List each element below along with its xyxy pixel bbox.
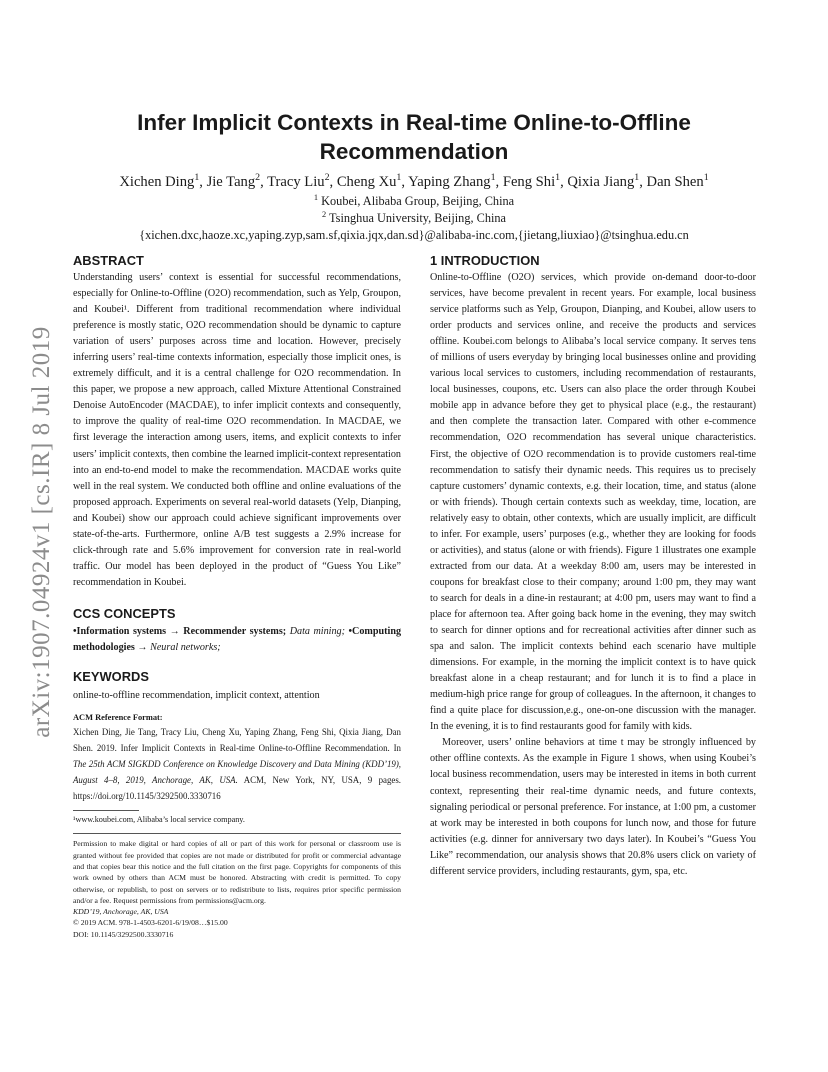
copyright-line: © 2019 ACM. 978-1-4503-6201-6/19/08…$15.00 [73,918,228,928]
keywords-heading: KEYWORDS [73,669,149,685]
footnote-koubei: ¹www.koubei.com, Alibaba’s local service company. [73,815,245,825]
author-affiliation-mark: 1 [396,172,402,184]
abstract-heading: ABSTRACT [73,253,144,268]
author-name: Cheng Xu [336,174,397,190]
author-affiliation-mark: 1 [194,172,200,184]
reference-format-heading: ACM Reference Format: [73,713,163,723]
abstract-text: Understanding users’ context is essential for successful recommendations, especially for Online-to-Offline (O2O) recommendation, such as Yelp, Groupon, and Koubei¹. Different from traditional recommendation where individual preference is mostly static, O2O recommendation should be dynamic to capture variation of users’ purposes across time and location. However, precisely inferring users’ real-time contexts information, especially those implicit ones, is extremely difficult, and it is a central challenge for O2O recommendation. In this paper, we propose a new approach, called Mixture Attentional Constrained Denoise AutoEncoder (MACDAE), to infer implicit contexts and consequently, to improve the quality of real-time O2O recommendation. In MACDAE, we first leverage the interaction among users, items, and explicit contexts to infer users’ implicit contexts, then combine the learned implicit-context representation into an end-to-end model to make the recommendation. MACDAE works quite well in the real system. We conducted both offline and online evaluations of the proposed approach. Experiments on several real-world datasets (Yelp, Dianping, and Koubei) show our approach could achieve significant improvements over state-of-the-arts. Furthermore, online A/B test suggests a 2.9% increase for click-through rate and 5.6% improvement for conversion rate in real-world traffic. Our model has been deployed in the product of “Guess You Like” recommendation in Koubei. [73,272,401,588]
author-name: Tracy Liu [267,174,325,190]
author-list: Xichen Ding$^1$, Jie Tang$^2$, Tracy Liu$^2$, Cheng Xu$^1$, Yaping Zhang$^1$, Feng Shi$^1$, Qixia Jiang$^1$, Dan Shen$^1$ [119,172,709,190]
author-affiliation-mark: 1 [490,172,496,184]
author-emails: {xichen.dxc,haoze.xc,yaping.zyp,sam.sf,qixia.jqx,dan.sd}@alibaba-inc.com,{jietang,liuxiao}@tsinghua.edu.cn [139,228,689,242]
arxiv-identifier: arXiv:1907.04924v1 [cs.IR] 8 Jul 2019 [28,326,55,738]
author-affiliation-mark: 1 [634,172,640,184]
doi-line: DOI: 10.1145/3292500.3330716 [73,929,174,939]
author-affiliation-mark: 2 [324,172,330,184]
affiliation-1: $^1$ Koubei, Alibaba Group, Beijing, China [313,192,515,208]
footnote-rule [73,810,139,811]
author-name: Yaping Zhang [408,174,491,190]
permission-rule [73,833,401,834]
author-affiliation-mark: 1 [703,172,709,184]
author-name: Qixia Jiang [567,174,635,190]
keywords-text: online-to-offline recommendation, implicit context, attention [73,690,320,702]
introduction-heading: 1 INTRODUCTION [430,253,540,268]
arxiv-side-stamp [22,312,62,752]
left-column [73,252,401,940]
permission-notice: Permission to make digital or hard copies of all or part of this work for personal or classroom use is granted without fee provided that copies are not made or distributed for profit or commercial advantage and that copies bear this notice and the full citation on the first page. Copyrights for components of this work owned by others than ACM must be honored. Abstracting with credit is permitted. To copy otherwise, or republish, to post on servers or to redistribute to lists, requires prior specific permission and/or a fee. Request permissions from permissions@acm.org. [73,839,401,905]
paper-title: Infer Implicit Contexts in Real-time Online-to-Offline Recommendation [137,110,691,164]
author-name: Xichen Ding [119,174,195,190]
ccs-heading: CCS CONCEPTS [73,605,176,621]
author-name: Dan Shen [646,174,704,190]
ccs-concepts: •Information systems → Recommender systems; Data mining; •Computing methodologies → Neural networks; [73,625,402,653]
affiliation-2: $^2$ Tsinghua University, Beijing, China [321,209,507,225]
right-column [430,252,756,880]
author-affiliation-mark: 2 [255,172,261,184]
author-affiliation-mark: 1 [555,172,561,184]
author-name: Feng Shi [502,174,556,190]
introduction-paragraph-2: Moreover, users’ online behaviors at time t may be strongly influenced by other offline contexts. As the example in Figure 1 shows, when using Koubei’s local business recommendation, users may be interested in items in both current context, representing their real-time dynamic needs, and future contexts, signaling periodical or personal preference. For instance, at 1:00 pm, a customer at work may be interested in both coupons for lunch now, and those for future activities (e.g. dinner for anniversary two days later). In Koubei’s “Guess You Like” recommendation, our analysis shows that 20.8% users click on variety of different service providers, including restaurants, gym, spa, etc. [430,737,756,877]
author-name: Jie Tang [206,174,256,190]
reference-format-text: Xichen Ding, Jie Tang, Tracy Liu, Cheng Xu, Yaping Zhang, Feng Shi, Qixia Jiang, Dan Shen. 2019. Infer Implicit Contexts in Real-time Online-to-Offline Recommendation. In The 25th ACM SIGKDD Conference on Knowledge Discovery and Data Mining (KDD’19), August 4–8, 2019, Anchorage, AK, USA. ACM, New York, NY, USA, 9 pages. https://doi.org/10.1145/3292500.3330716 [73,727,401,802]
introduction-paragraph-1: Online-to-Offline (O2O) services, which provide on-demand door-to-door services, have become prevalent in recent years. For example, local business service platforms such as Yelp, Groupon, Dianping, and Koubei, allow users to order products and services online, and receive the products and services offline. Koubei.com belongs to Alibaba’s local service company. It serves tens of millions of users everyday by bringing local businesses online and providing various local services to customers, including recommendation of restaurants, local businesses, coupons, etc. Users can also place the order through Koubei mobile app in advance before they get to physical place (e.g., the restaurant) and then complete the transaction later. Compared with other e-commence recommendation, O2O recommendation has several unique characteristics. First, the objective of O2O recommendation is to provide customers real-time recommendation to satisfy their dynamic needs. This requires us to precisely capture customers’ dynamic contexts, e.g. their location, time, and status (alone or with friends). Though certain contexts such as weekday, time, location, are relatively easy to obtain, other contexts, which are usually implicit, are difficult to infer. For example, users’ purposes (e.g., whether they are looking for foods or activities), and status (alone or with friends). Figure 1 illustrates one example extracted from our data. At a weekday 8:00 am, users may be interested in coupons for breakfast close to their company; around 1:00 pm, they may want to search for deals in a dine-in restaurant; at 4:00 pm, users may want to find a place for afternoon tea. After going back home in the evening, they may switch to search for dinner options and for recreational activities after dinner such as spa and salon. The implicit contexts behind each scenario have multiple dimensions. For example, in the morning the implicit context is to have quick breakfast alone in a cheap restaurant; and for lunch it is to find a place in medium-high price range for group of colleagues. In the afternoon, it changes to find a quite place for discussion,e.g., one-on-one discussion with the manager. In the evening, it is to find restaurants good for family with kids. [430,272,756,733]
venue-line: KDD’19, Anchorage, AK, USA [73,907,169,917]
